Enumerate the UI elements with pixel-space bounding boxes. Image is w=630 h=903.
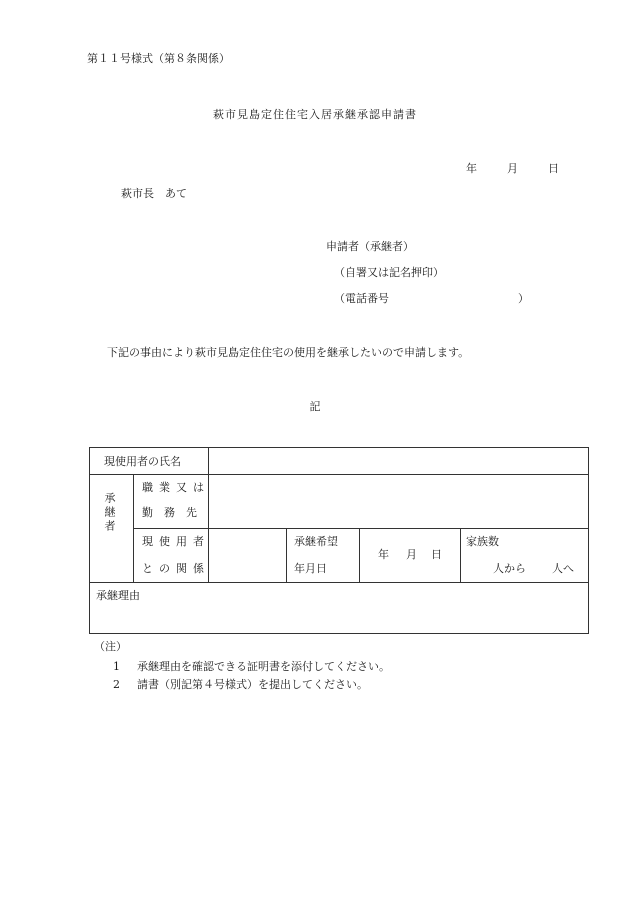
- current-user-name-field[interactable]: [210, 449, 586, 473]
- family-count-label: 家族数: [466, 535, 499, 548]
- occupation-field[interactable]: [210, 475, 586, 527]
- signature-note: （自署又は記名押印）: [334, 266, 444, 279]
- desired-date-label-line1: 承継希望: [294, 535, 338, 548]
- family-from-label: 人から: [493, 562, 526, 575]
- successor-label: 承継者: [103, 492, 116, 534]
- desired-date-year: 年: [378, 548, 389, 561]
- column-divider: [286, 528, 287, 582]
- phone-close-paren: ）: [518, 292, 529, 305]
- note-text: 承継理由を確認できる証明書を添付してください。: [137, 660, 390, 673]
- occupation-label-line1: 職業又は: [142, 481, 210, 494]
- application-statement: 下記の事由により萩市見島定住住宅の使用を継承したいので申請します。: [107, 346, 470, 359]
- phone-label: （電話番号: [334, 292, 389, 305]
- application-form-table: [89, 447, 589, 634]
- column-divider: [359, 528, 360, 582]
- succession-reason-field[interactable]: [91, 604, 587, 632]
- relation-field[interactable]: [210, 529, 285, 581]
- notes-heading: （注）: [94, 640, 127, 653]
- row-divider: [90, 582, 588, 583]
- desired-date-month: 月: [406, 548, 417, 561]
- form-number: 第１１号様式（第８条関係）: [87, 52, 230, 65]
- column-divider: [133, 474, 134, 582]
- current-user-name-label: 現使用者の氏名: [104, 455, 181, 468]
- note-number: 2: [113, 678, 120, 691]
- desired-date-field[interactable]: [361, 529, 459, 581]
- date-day-label: 日: [548, 162, 559, 175]
- ki-heading: 記: [309, 400, 321, 413]
- application-date: [466, 163, 559, 174]
- occupation-label-line2: 勤務先: [142, 506, 208, 519]
- note-item: [113, 679, 368, 690]
- addressee: 萩市長 あて: [121, 187, 187, 200]
- desired-date-label-line2: 年月日: [294, 562, 327, 575]
- note-number: 1: [113, 660, 120, 673]
- desired-date-day: 日: [431, 548, 442, 561]
- note-item: [113, 661, 390, 672]
- succession-reason-label: 承継理由: [96, 589, 140, 602]
- date-year-label: 年: [466, 162, 477, 175]
- relation-label-line2: との関係: [142, 562, 210, 575]
- date-month-label: 月: [507, 162, 518, 175]
- relation-label-line1: 現使用者: [142, 535, 210, 548]
- family-to-label: 人へ: [552, 562, 574, 575]
- document-title: 萩市見島定住住宅入居承継承認申請書: [213, 108, 417, 121]
- column-divider: [460, 528, 461, 582]
- note-text: 請書（別記第４号様式）を提出してください。: [137, 678, 368, 691]
- applicant-label: 申請者（承継者）: [326, 240, 414, 253]
